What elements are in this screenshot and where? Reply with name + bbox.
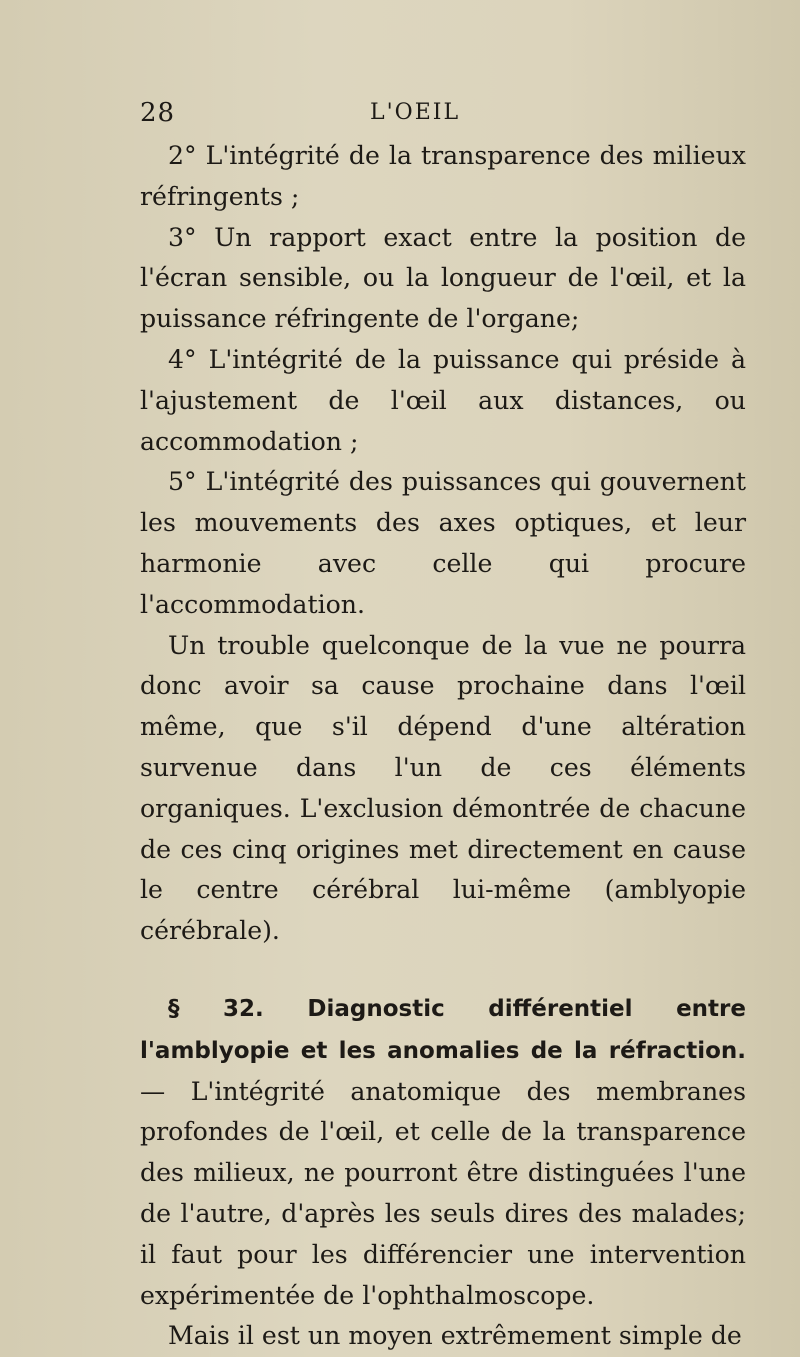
paragraph-item-5: 5° L'intégrité des puissances qui gouvernent les mouvements des axes optiques, et leur harmonie avec celle qui procure l'accommodation. (140, 467, 746, 619)
section-heading: Diagnostic différentiel entre l'amblyopie et les anomalies de la réfraction. (140, 995, 746, 1064)
page-header (140, 98, 660, 128)
paragraph-item-4: 4° L'intégrité de la puissance qui préside à l'ajustement de l'œil aux distances, ou accommodation ; (140, 344, 746, 456)
body-text (140, 136, 746, 1357)
section-text: — L'intégrité anatomique des membranes profondes de l'œil, et celle de la transparence des milieux, ne pourront être distinguées l'une de l'autre, d'après les seuls dires des malades; il faut pour les différencier une intervention expérimentée de l'ophthalmoscope. (140, 1076, 746, 1310)
page-number: 28 (140, 98, 176, 128)
section-number: § 32. (168, 995, 264, 1022)
paragraph-item-2: 2° L'intégrité de la transparence des milieux réfringents ; (140, 141, 746, 211)
paragraph-item-3: 3° Un rapport exact entre la position de l'écran sensible, ou la longueur de l'œil, et la puissance réfringente de l'organe; (140, 222, 746, 334)
paragraph-conclusion: Un trouble quelconque de la vue ne pourra donc avoir sa cause prochaine dans l'œil même, que s'il dépend d'une altération survenue dans l'un de ces éléments organiques. L'exclusion démontrée de chacune de ces cinq origines met directement en cause le centre cérébral lui-même (amblyopie cérébrale). (140, 630, 746, 946)
running-title: L'OEIL (370, 100, 461, 125)
last-paragraph: Mais il est un moyen extrêmement simple de (168, 1321, 742, 1351)
section-paragraph (140, 988, 746, 1316)
